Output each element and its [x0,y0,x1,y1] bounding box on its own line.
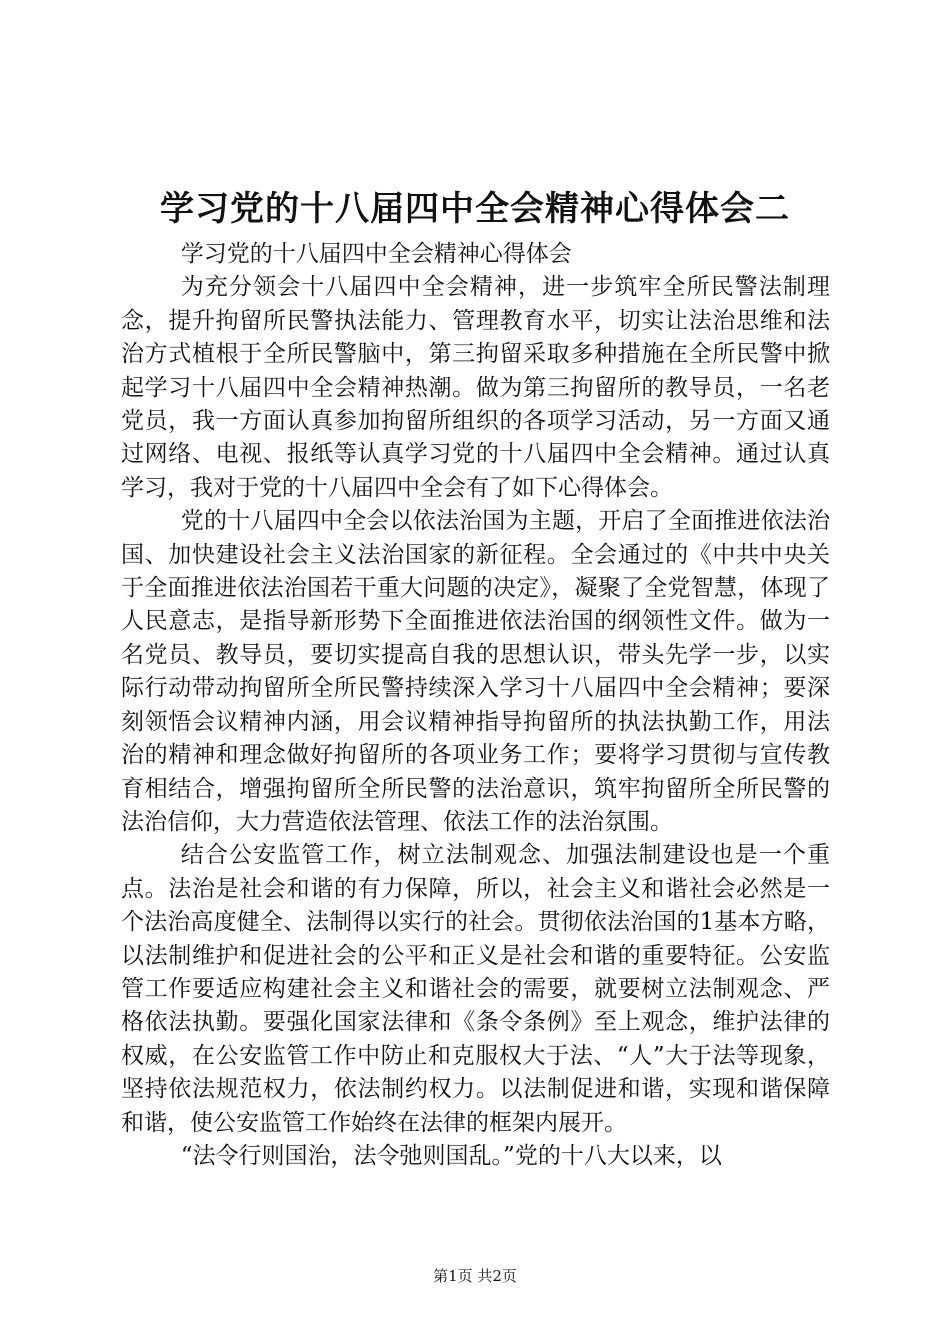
page-footer: 第1页 共2页 [433,1267,517,1285]
paragraph-supervision: 结合公安监管工作，树立法制观念、加强法制建设也是一个重点。法治是社会和谐的有力保障，所以，社会主义和谐社会必然是一个法治高度健全、法制得以实行的社会。贯彻依法治国的1基本方略，以法制维护和促进社会的公平和正义是社会和谐的重要特征。公安监管工作要适应构建社会主义和谐社会的需要，就要树立法制观念、严格依法执勤。要强化国家法律和《条令条例》至上观念，维护法律的权威，在公安监管工作中防止和克服权大于法、“人”大于法等现象，坚持依法规范权力，依法制约权力。以法制促进和谐，实现和谐保障和谐，使公安监管工作始终在法律的框架内展开。 [121,842,830,1136]
document-body [121,238,830,1173]
paragraph-plenum: 党的十八届四中全会以依法治国为主题，开启了全面推进依法治国、加快建设社会主义法治国家的新征程。全会通过的《中共中央关于全面推进依法治国若干重大问题的决定》，凝聚了全党智慧，体现了人民意志，是指导新形势下全面推进依法治国的纲领性文件。做为一名党员、教导员，要切实提高自我的思想认识，带头先学一步，以实际行动带动拘留所全所民警持续深入学习十八届四中全会精神；要深刻领悟会议精神内涵，用会议精神指导拘留所的执法执勤工作，用法治的精神和理念做好拘留所的各项业务工作；要将学习贯彻与宣传教育相结合，增强拘留所全所民警的法治意识，筑牢拘留所全所民警的法治信仰，大力营造依法管理、依法工作的法治氛围。 [121,508,830,835]
paragraph-intro: 为充分领会十八届四中全会精神，进一步筑牢全所民警法制理念，提升拘留所民警执法能力、管理教育水平，切实让法治思维和法治方式植根于全所民警脑中，第三拘留采取多种措施在全所民警中掀起学习十八届四中全会精神热潮。做为第三拘留所的教导员，一名老党员，我一方面认真参加拘留所组织的各项学习活动，另一方面又通过网络、电视、报纸等认真学习党的十八届四中全会精神。通过认真学习，我对于党的十八届四中全会有了如下心得体会。 [121,274,830,501]
document-title: 学习党的十八届四中全会精神心得体会二 [160,189,790,229]
paragraph-law-quote: “法令行则国治，法令弛则国乱。”党的十八大以来，以 [180,1142,722,1169]
document-subtitle: 学习党的十八届四中全会精神心得体会 [180,241,572,267]
